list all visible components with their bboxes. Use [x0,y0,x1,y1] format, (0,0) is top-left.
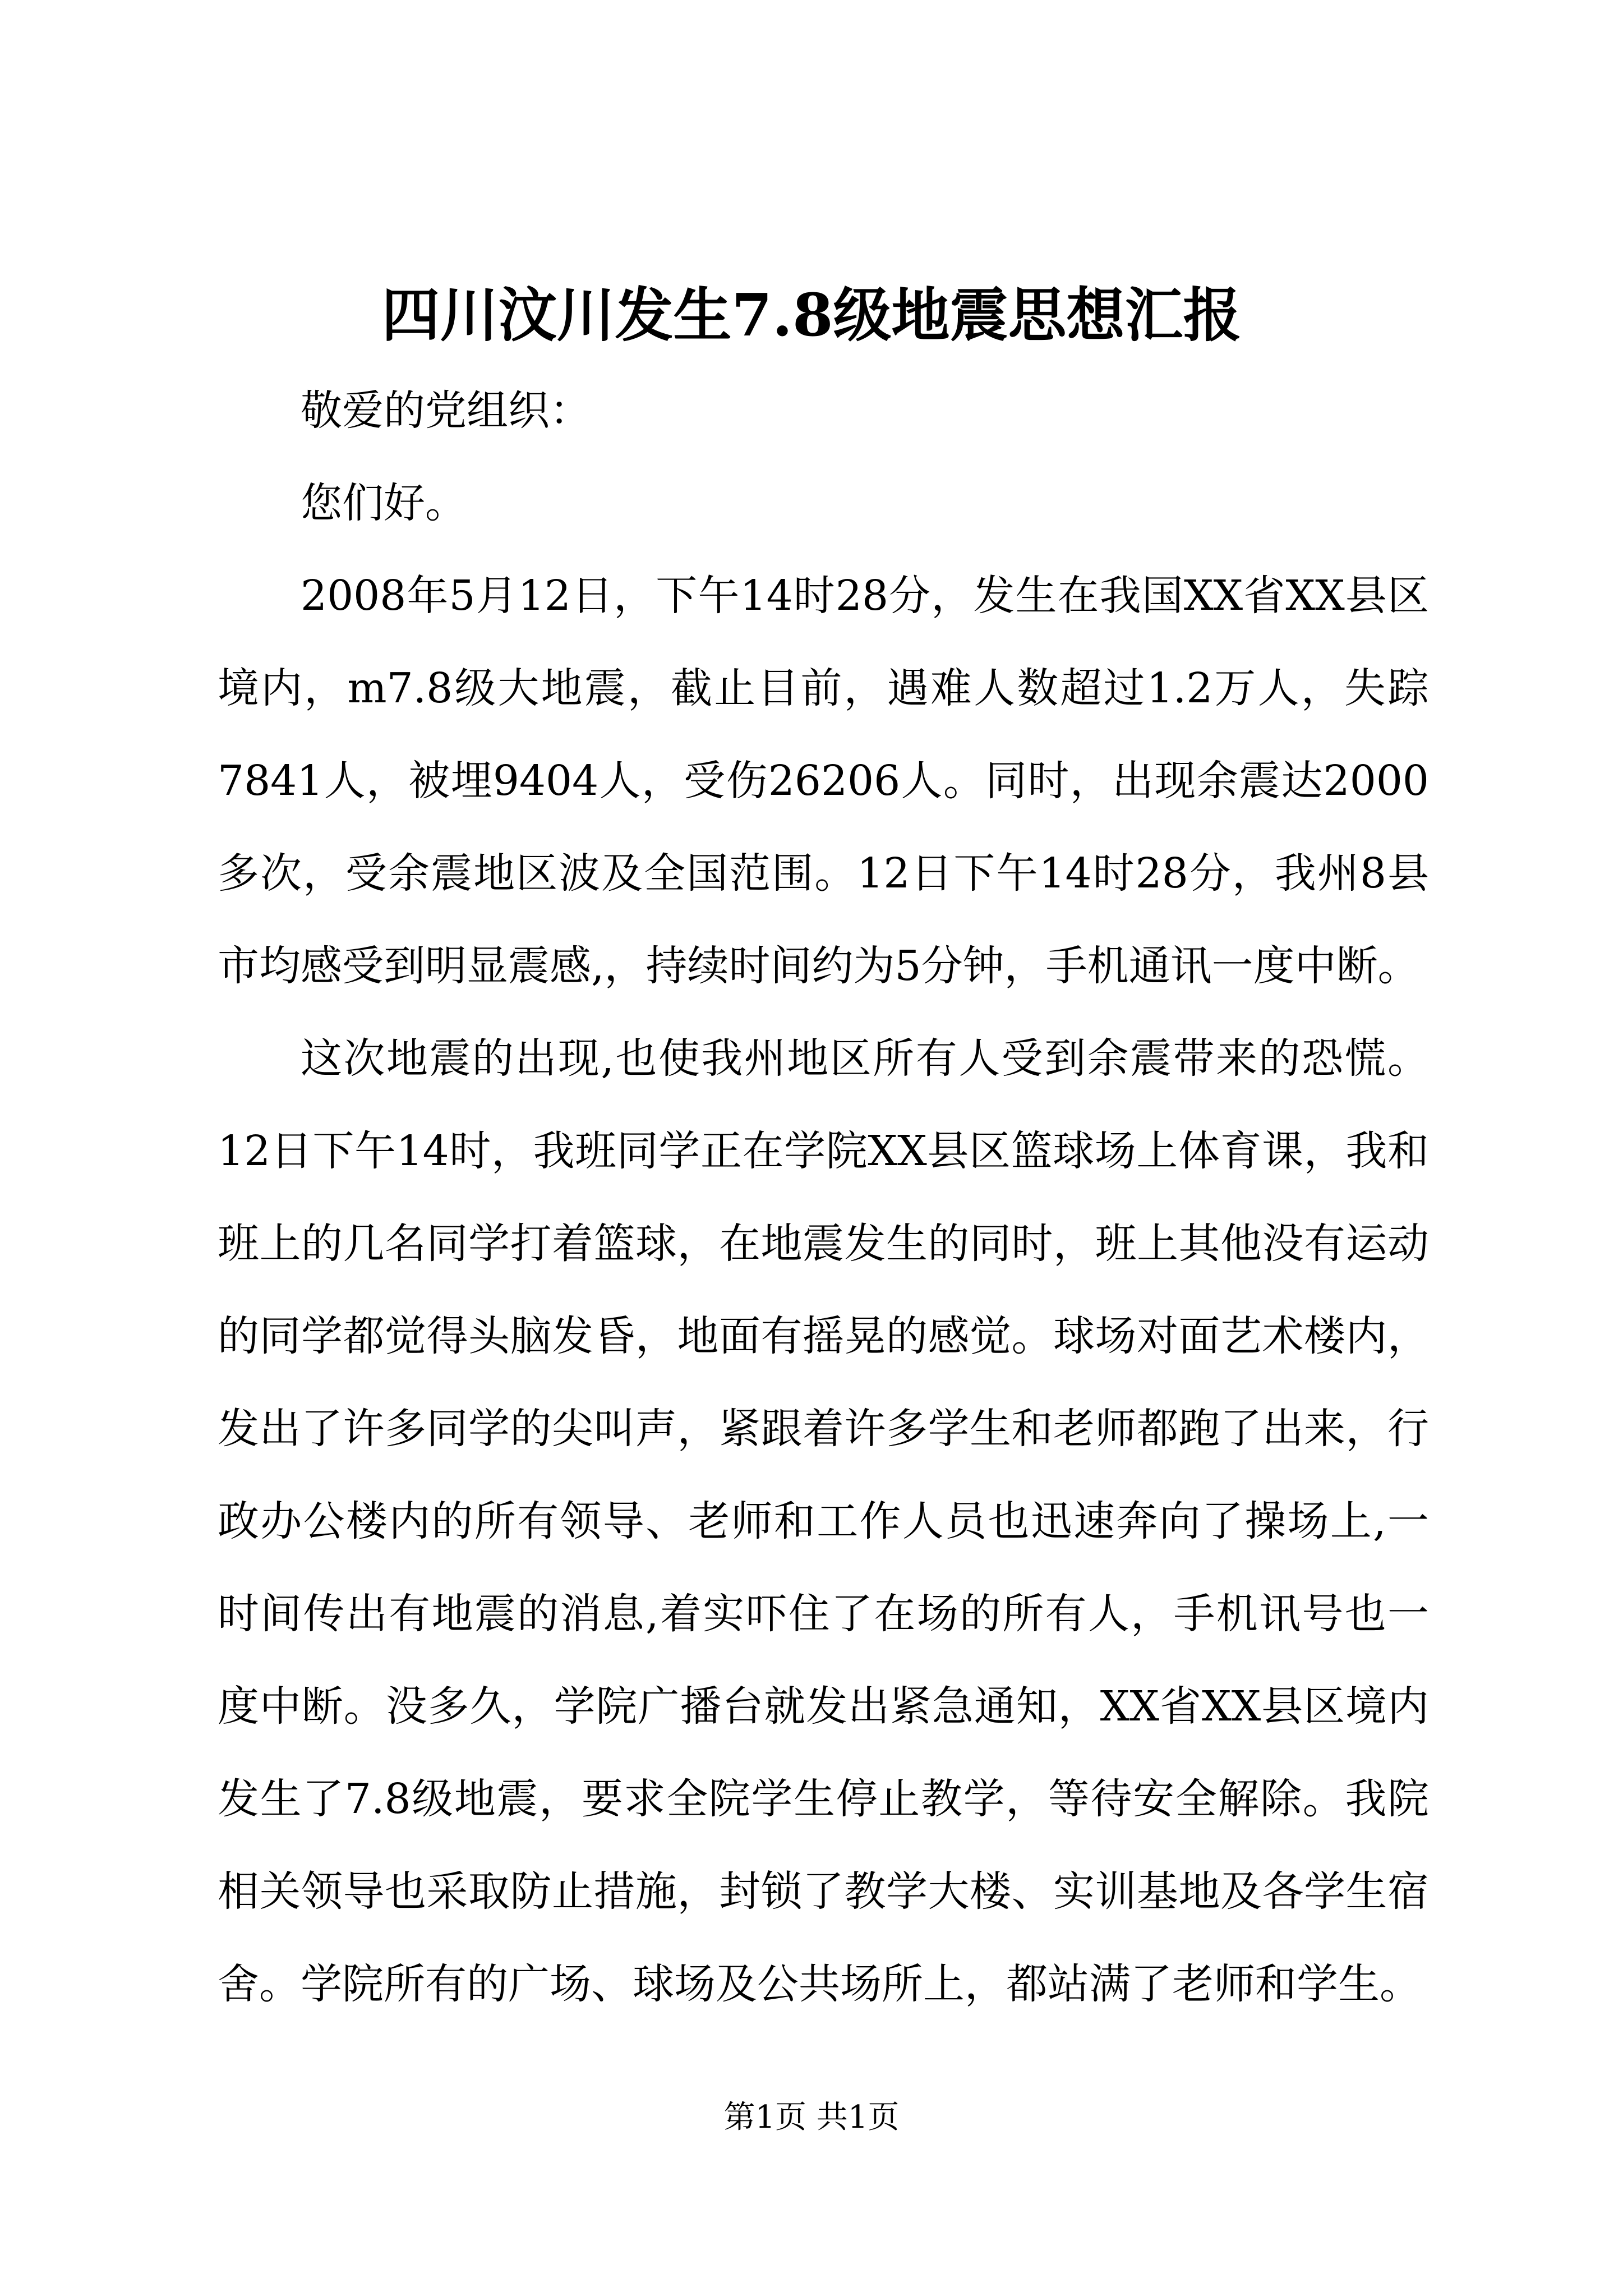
document-body [218,365,1429,2031]
salutation: 敬爱的党组织： [301,386,591,435]
document-title: 四川汶川发生7.8级地震思想汇报 [381,280,1242,349]
paragraph: 2008年5月12日，下午14时28分，发生在我国XX省XX县区境内，m7.8级大地震，截止目前，遇难人数超过1.2万人，失踪7841人，被埋9404人，受伤26206人。同时，出现余震达2000多次，受余震地区波及全国范围。12日下午14时28分，我州8县市均感受到明显震感,，持续时间约为5分钟，手机通讯一度中断。 [218,572,1429,990]
page-number: 第1页 共1页 [723,2099,900,2136]
paragraph: 这次地震的出现,也使我州地区所有人受到余震带来的恐慌。12日下午14时，我班同学正在学院XX县区篮球场上体育课，我和班上的几名同学打着篮球，在地震发生的同时，班上其他没有运动的同学都觉得头脑发昏，地面有摇晃的感觉。球场对面艺术楼内，发出了许多同学的尖叫声，紧跟着许多学生和老师都跑了出来，行政办公楼内的所有领导、老师和工作人员也迅速奔向了操场上,一时间传出有地震的消息,着实吓住了在场的所有人，手机讯号也一度中断。没多久，学院广播台就发出紧急通知，XX省XX县区境内发生了7.8级地震，要求全院学生停止教学，等待安全解除。我院相关领导也采取防止措施，封锁了教学大楼、实训基地及各学生宿舍。学院所有的广场、球场及公共场所上，都站满了老师和学生。 [218,1034,1429,2008]
greeting: 您们好。 [301,479,467,527]
